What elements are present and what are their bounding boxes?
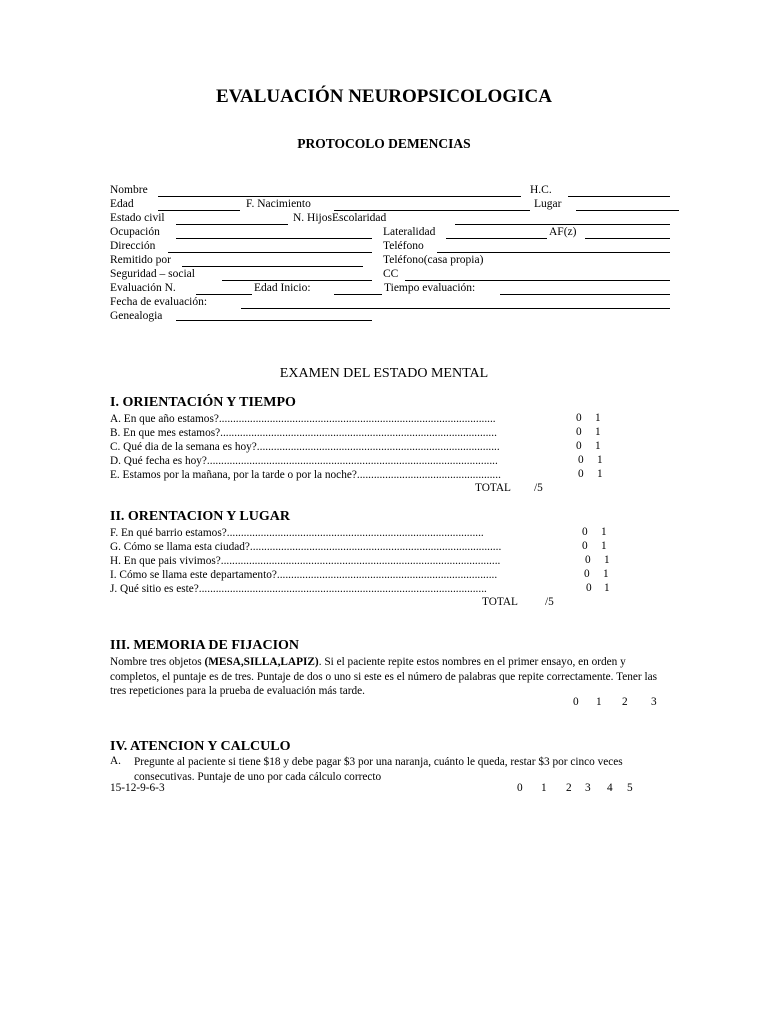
- fecha-evaluacion-label: Fecha de evaluación:: [110, 296, 208, 308]
- edad-inicio-field[interactable]: [334, 294, 382, 295]
- score-1[interactable]: 1: [595, 440, 601, 452]
- section-4-title: IV. ATENCION Y CALCULO: [110, 739, 291, 754]
- list-item: J. Qué sitio es este?......................................................................................................: [110, 583, 487, 595]
- total-value: /5: [534, 482, 543, 494]
- total-value: /5: [545, 596, 554, 608]
- section-4-instructions: Pregunte al paciente si tiene $18 y debe pagar $3 por una naranja, cuánto le queda, restar $3 por cinco veces consecutivas. Puntaje de uno por cada cálculo correcto: [134, 756, 623, 783]
- total-label: TOTAL: [475, 482, 511, 494]
- tiempo-evaluacion-field[interactable]: [500, 294, 670, 295]
- score-0[interactable]: 0: [576, 440, 582, 452]
- calc-sequence: 15-12-9-6-3: [110, 782, 165, 794]
- score-1[interactable]: 1: [595, 426, 601, 438]
- af-label: AF(z): [549, 226, 577, 238]
- score-0[interactable]: 0: [576, 412, 582, 424]
- score-0[interactable]: 0: [582, 526, 588, 538]
- list-item: I. Cómo se llama este departamento?..............................................................................: [110, 569, 498, 581]
- score-4[interactable]: 4: [607, 782, 613, 794]
- score-0[interactable]: 0: [573, 696, 579, 708]
- estado-civil-field[interactable]: [176, 224, 288, 225]
- tiempo-evaluacion-label: Tiempo evaluación:: [384, 282, 476, 294]
- list-item: B. En que mes estamos?..................................................................................................: [110, 427, 497, 439]
- list-item: D. Qué fecha es hoy?.......................................................................................................: [110, 455, 498, 467]
- score-2[interactable]: 2: [566, 782, 572, 794]
- score-1[interactable]: 1: [601, 540, 607, 552]
- exam-title: EXAMEN DEL ESTADO MENTAL: [279, 366, 489, 381]
- estado-civil-label: Estado civil: [110, 212, 165, 224]
- telefono-label: Teléfono: [383, 240, 424, 252]
- hc-field[interactable]: [568, 196, 670, 197]
- score-0[interactable]: 0: [586, 582, 592, 594]
- score-0[interactable]: 0: [517, 782, 523, 794]
- fecha-evaluacion-field[interactable]: [241, 308, 670, 309]
- af-field[interactable]: [585, 238, 670, 239]
- lateralidad-label: Lateralidad: [383, 226, 436, 238]
- score-0[interactable]: 0: [578, 454, 584, 466]
- score-3[interactable]: 3: [651, 696, 657, 708]
- score-2[interactable]: 2: [622, 696, 628, 708]
- score-1[interactable]: 1: [595, 412, 601, 424]
- document-title: EVALUACIÓN NEUROPSICOLOGICA: [216, 86, 552, 107]
- genealogia-field[interactable]: [176, 320, 372, 321]
- f-nacimiento-label: F. Nacimiento: [246, 198, 311, 210]
- lugar-field[interactable]: [576, 210, 679, 211]
- instructions-intro: Nombre tres objetos: [110, 656, 205, 668]
- nombre-label: Nombre: [110, 184, 148, 196]
- list-item: C. Qué dia de la semana es hoy?......................................................................................: [110, 441, 500, 453]
- section-3-instructions: [110, 655, 670, 699]
- score-0[interactable]: 0: [585, 554, 591, 566]
- score-1[interactable]: 1: [597, 468, 603, 480]
- ocupacion-field[interactable]: [176, 238, 372, 239]
- score-1[interactable]: 1: [604, 582, 610, 594]
- list-item: H. En que pais vivimos?...................................................................................................: [110, 555, 501, 567]
- list-item: A. En que año estamos?..................................................................................................: [110, 413, 496, 425]
- score-1[interactable]: 1: [596, 696, 602, 708]
- evaluacion-n-label: Evaluación N.: [110, 282, 176, 294]
- score-1[interactable]: 1: [597, 454, 603, 466]
- direccion-label: Dirección: [110, 240, 156, 252]
- item-letter: A.: [110, 755, 121, 767]
- section-1-title: I. ORIENTACIÓN Y TIEMPO: [110, 395, 296, 410]
- total-label: TOTAL: [482, 596, 518, 608]
- instructions-rest: . Si el paciente repite estos nombres en el primer ensayo, en orden y completos, el puntaje es de tres. Puntaje de dos o uno si este es el número de palabras que repite correctamente. Tener las tres repeticiones para la prueba de evaluación más tarde.: [110, 656, 658, 697]
- section-3-title: III. MEMORIA DE FIJACION: [110, 638, 300, 653]
- telefono-casa-label: Teléfono(casa propia): [383, 254, 484, 266]
- remitido-por-label: Remitido por: [110, 254, 172, 266]
- score-0[interactable]: 0: [582, 540, 588, 552]
- seguridad-social-label: Seguridad – social: [110, 268, 195, 280]
- score-1[interactable]: 1: [541, 782, 547, 794]
- edad-inicio-label: Edad Inicio:: [254, 282, 311, 294]
- score-3[interactable]: 3: [585, 782, 591, 794]
- list-item: F. En qué barrio estamos?...........................................................................................: [110, 527, 484, 539]
- remitido-por-field[interactable]: [182, 266, 363, 267]
- edad-label: Edad: [110, 198, 134, 210]
- hc-label: H.C.: [530, 184, 552, 196]
- score-1[interactable]: 1: [601, 526, 607, 538]
- score-5[interactable]: 5: [627, 782, 633, 794]
- lugar-label: Lugar: [534, 198, 562, 210]
- direccion-field[interactable]: [168, 252, 372, 253]
- n-hijos-escolaridad-label: N. HijosEscolaridad: [293, 212, 387, 224]
- score-0[interactable]: 0: [584, 568, 590, 580]
- score-0[interactable]: 0: [578, 468, 584, 480]
- genealogia-label: Genealogia: [110, 310, 163, 322]
- nombre-field[interactable]: [158, 196, 521, 197]
- document-subtitle: PROTOCOLO DEMENCIAS: [297, 136, 471, 151]
- score-0[interactable]: 0: [576, 426, 582, 438]
- lateralidad-field[interactable]: [446, 238, 547, 239]
- score-1[interactable]: 1: [603, 568, 609, 580]
- ocupacion-label: Ocupación: [110, 226, 160, 238]
- objects-list: (MESA,SILLA,LAPIZ): [204, 656, 319, 668]
- list-item: G. Cómo se llama esta ciudad?.........................................................................................: [110, 541, 502, 553]
- section-2-title: II. ORENTACION Y LUGAR: [110, 509, 290, 524]
- list-item: E. Estamos por la mañana, por la tarde o por la noche?...................................................: [110, 469, 501, 481]
- cc-label: CC: [383, 268, 399, 280]
- score-1[interactable]: 1: [604, 554, 610, 566]
- edad-field[interactable]: [158, 210, 240, 211]
